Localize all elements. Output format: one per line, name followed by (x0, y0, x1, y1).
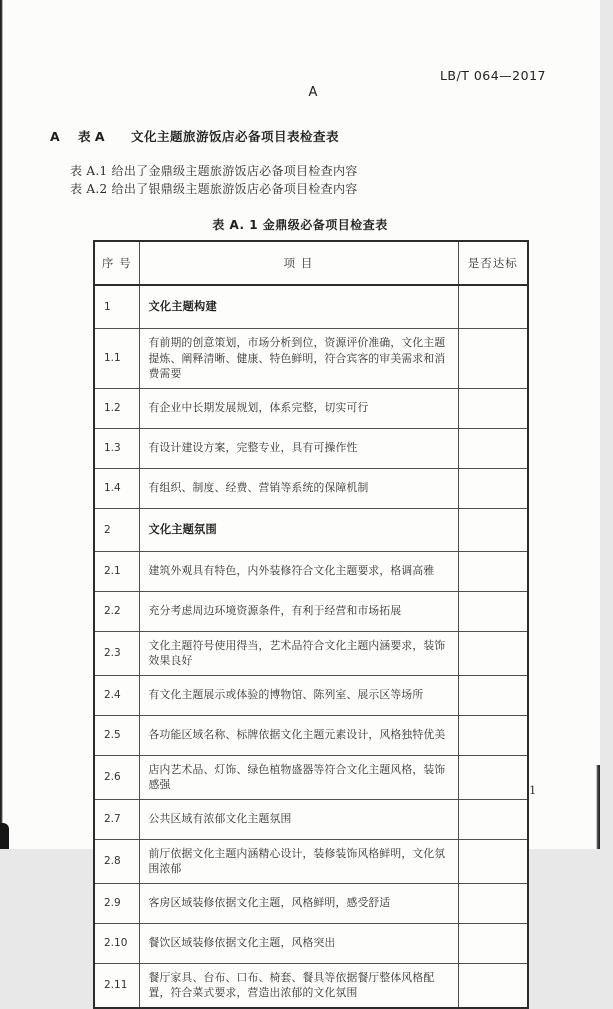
row-number-cell: 1.1 (94, 329, 139, 389)
standard-number: LB/T 064—2017 (439, 68, 546, 83)
row-number-cell: 2.6 (94, 755, 139, 799)
intro-line-2: 表 A.2 给出了银鼎级主题旅游饭店必备项目检查内容 (70, 182, 358, 196)
row-status-cell (458, 963, 528, 1008)
row-status-cell (458, 285, 528, 329)
column-header-number: 序 号 (94, 241, 139, 285)
row-item-cell: 各功能区域名称、标牌依据文化主题元素设计，风格独特优美 (139, 715, 458, 755)
table-row (94, 551, 528, 591)
row-item-cell: 店内艺术品、灯饰、绿色植物盛器等符合文化主题风格，装饰感强 (139, 755, 458, 799)
row-status-cell (458, 591, 528, 631)
row-status-cell (458, 508, 528, 551)
row-item-cell: 有前期的创意策划，市场分析到位，资源评价准确，文化主题提炼、阐释清晰、健康、特色鲜明，符合宾客的审美需求和消费需要 (139, 329, 458, 389)
row-item-cell: 有设计建设方案，完整专业，具有可操作性 (139, 428, 458, 468)
table-row (94, 883, 528, 923)
row-item-cell: 有企业中长期发展规划，体系完整，切实可行 (139, 388, 458, 428)
row-status-cell (458, 631, 528, 675)
row-status-cell (458, 715, 528, 755)
row-number-cell: 2.3 (94, 631, 139, 675)
row-status-cell (458, 883, 528, 923)
row-number-cell: 2.2 (94, 591, 139, 631)
row-number-cell: 2.9 (94, 883, 139, 923)
row-number-cell: 2.10 (94, 923, 139, 963)
column-header-status: 是否达标 (458, 241, 528, 285)
checklist-body (94, 285, 528, 1008)
table-row (94, 329, 528, 389)
table-row (94, 755, 528, 799)
table-row (94, 839, 528, 883)
intro-line-1: 表 A.1 给出了金鼎级主题旅游饭店必备项目检查内容 (70, 164, 358, 178)
row-number-cell: 1.2 (94, 388, 139, 428)
table-row (94, 388, 528, 428)
row-item-cell: 有组织、制度、经费、营销等系统的保障机制 (139, 468, 458, 508)
row-item-cell: 有文化主题展示或体验的博物馆、陈列室、展示区等场所 (139, 675, 458, 715)
table-row (94, 285, 528, 329)
row-item-cell: 前厅依据文化主题内涵精心设计，装修装饰风格鲜明，文化氛围浓郁 (139, 839, 458, 883)
row-item-cell: 文化主题符号使用得当，艺术品符合文化主题内涵要求，装饰效果良好 (139, 631, 458, 675)
row-number-cell: 2.8 (94, 839, 139, 883)
row-number-cell: 2.11 (94, 963, 139, 1008)
table-row (94, 468, 528, 508)
row-status-cell (458, 551, 528, 591)
row-status-cell (458, 923, 528, 963)
annex-heading-title: 文化主题旅游饭店必备项目表检查表 (130, 129, 339, 144)
row-item-cell: 建筑外观具有特色，内外装修符合文化主题要求，格调高雅 (139, 551, 458, 591)
row-item-cell: 客房区域装修依据文化主题，风格鲜明，感受舒适 (139, 883, 458, 923)
scan-edge-left-artifact (0, 0, 3, 849)
row-number-cell: 2.4 (94, 675, 139, 715)
row-number-cell: 1.3 (94, 428, 139, 468)
table-row (94, 799, 528, 839)
table-row (94, 715, 528, 755)
table-row (94, 631, 528, 675)
row-status-cell (458, 428, 528, 468)
row-item-cell: 餐饮区域装修依据文化主题，风格突出 (139, 923, 458, 963)
row-status-cell (458, 675, 528, 715)
table-row (94, 591, 528, 631)
column-header-item: 项 目 (139, 241, 458, 285)
annex-heading-clause: A (50, 129, 60, 144)
row-number-cell: 2.7 (94, 799, 139, 839)
table-header-row (94, 241, 528, 285)
annex-heading (50, 127, 339, 145)
row-status-cell (458, 329, 528, 389)
row-item-cell: 文化主题氛围 (139, 508, 458, 551)
table-row (94, 508, 528, 551)
table-row (94, 923, 528, 963)
scan-blob-bottom-left-artifact (0, 823, 9, 849)
row-number-cell: 1 (94, 285, 139, 329)
scan-edge-bottom-right-artifact (596, 765, 600, 849)
row-status-cell (458, 839, 528, 883)
row-number-cell: 2.5 (94, 715, 139, 755)
table-row (94, 963, 528, 1008)
row-status-cell (458, 755, 528, 799)
checklist-table (93, 240, 529, 1009)
row-status-cell (458, 799, 528, 839)
page-number: 1 (529, 783, 537, 797)
row-item-cell: 公共区域有浓郁文化主题氛围 (139, 799, 458, 839)
annex-heading-table-ref: 表 A (78, 129, 105, 144)
checklist-table-container (93, 240, 529, 1009)
row-item-cell: 餐厅家具、台布、口布、椅套、餐具等依据餐厅整体风格配置，符合菜式要求，营造出浓郁的文化氛围 (139, 963, 458, 1008)
table-row (94, 428, 528, 468)
intro-paragraph (70, 162, 358, 198)
table-caption: 表 A. 1 金鼎级必备项目检查表 (212, 218, 388, 232)
row-number-cell: 1.4 (94, 468, 139, 508)
row-status-cell (458, 388, 528, 428)
row-number-cell: 2.1 (94, 551, 139, 591)
row-item-cell: 充分考虑周边环境资源条件，有利于经营和市场拓展 (139, 591, 458, 631)
annex-letter: A (308, 85, 318, 100)
row-status-cell (458, 468, 528, 508)
row-item-cell: 文化主题构建 (139, 285, 458, 329)
table-row (94, 675, 528, 715)
row-number-cell: 2 (94, 508, 139, 551)
